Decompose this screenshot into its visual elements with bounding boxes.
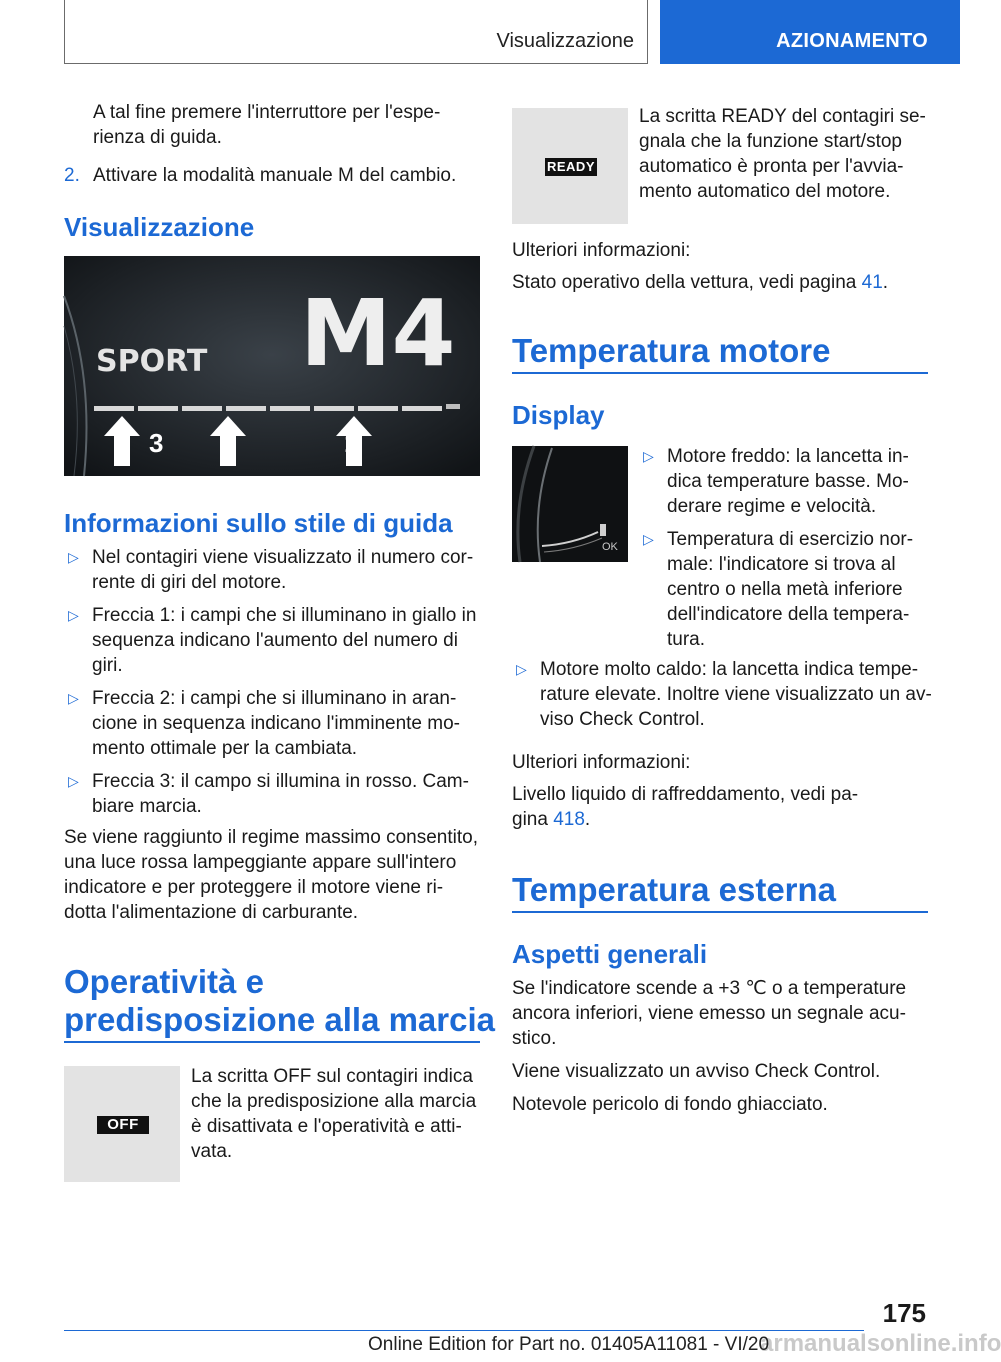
step-2-text: Attivare la modalità manuale M del cambio. (93, 165, 457, 186)
bullet-marker-icon: ▷ (643, 531, 654, 547)
ghiaccio-line: Notevole pericolo di fondo ghiacciato. (512, 1094, 828, 1115)
display-bullet-2-line-4: dell'indicatore della tempera- (667, 604, 910, 625)
ready-description (639, 104, 931, 204)
ready-badge: READY (546, 159, 595, 174)
stato-text: Stato operativo della vettura, vedi pagina (512, 272, 862, 293)
stato-line (512, 270, 932, 295)
bullet-4-line-2: biare marcia. (92, 796, 202, 817)
heading-rule (512, 372, 928, 374)
bullet-2 (64, 603, 484, 678)
ready-line-3: automatico è pronta per l'avvia- (639, 156, 904, 177)
cluster-display-image (64, 256, 480, 476)
bullet-3-line-3: mento ottimale per la cambiata. (92, 738, 358, 759)
more-info-label-2: Ulteriori informazioni: (512, 752, 691, 773)
bullet-2-line-3: giri. (92, 655, 123, 676)
display-bullet-2-line-2: male: l'indicatore si trova al (667, 554, 896, 575)
ready-indicator-image (512, 108, 628, 224)
page-number: 175 (882, 1298, 926, 1328)
bullet-marker-icon: ▷ (68, 773, 79, 789)
header-chapter-title: AZIONAMENTO (660, 0, 960, 64)
heading-display: Display (512, 400, 605, 430)
bullet-3-line-2: cione in sequenza indicano l'imminente mo- (92, 713, 460, 734)
gear-label: M4 (300, 280, 456, 387)
bullet-1 (64, 545, 484, 595)
watermark: armanualsonline.info (760, 1330, 1001, 1357)
display-bullet-3-line-1: Motore molto caldo: la lancetta indica tempe- (540, 659, 919, 680)
off-indicator-image (64, 1066, 180, 1182)
para-line-2: una luce rossa lampeggiante appare sull'intero (64, 852, 457, 873)
intro-line-2: rienza di guida. (93, 127, 222, 148)
edition-label: Online Edition for Part no. 01405A11081 - VI/20 (368, 1334, 770, 1355)
heading-rule (512, 911, 928, 913)
display-bullet-1-line-3: derare regime e velocità. (667, 496, 877, 517)
display-bullet-2-line-3: centro o nella metà inferiore (667, 579, 903, 600)
stato-block (512, 238, 932, 295)
off-line-2: che la predisposizione alla marcia (191, 1091, 477, 1112)
aspetti-line-1: Se l'indicatore scende a +3 ℃ o a temperature (512, 978, 907, 999)
heading-info-stile: Informazioni sullo stile di guida (64, 508, 453, 538)
arrow-label-3: 3 (149, 428, 164, 458)
bullet-3-line-1: Freccia 2: i campi che si illuminano in aran- (92, 688, 457, 709)
bullet-4-line-1: Freccia 3: il campo si illumina in rosso. Cam- (92, 771, 469, 792)
bullet-4 (64, 769, 484, 819)
more-info-label: Ulteriori informazioni: (512, 240, 691, 261)
arrow-label-2: 2 (220, 428, 235, 458)
heading-temperatura-esterna: Temperatura esterna (512, 871, 837, 908)
stato-page-link[interactable]: 41 (861, 272, 883, 293)
bullet-2-line-1: Freccia 1: i campi che si illuminano in giallo in (92, 605, 477, 626)
bullet-3 (64, 686, 484, 761)
para-line-3: indicatore e per proteggere il motore viene ri- (64, 877, 444, 898)
header-section-title: Visualizzazione (496, 30, 634, 52)
bullet-1-line-2: rente di giri del motore. (92, 572, 287, 593)
arrow-label-1: 1 (344, 428, 359, 458)
display-bullet-1-line-2: dica temperature basse. Mo- (667, 471, 909, 492)
para-line-4: dotta l'alimentazione di carburante. (64, 902, 359, 923)
mode-label: SPORT (96, 344, 208, 379)
bullet-1-line-1: Nel contagiri viene visualizzato il numero cor- (92, 547, 474, 568)
heading-operativita-line-2: predisposizione alla marcia (64, 1001, 495, 1038)
display-bullet-3-line-2: rature elevate. Inoltre viene visualizzato un av- (540, 684, 932, 705)
off-line-4: vata. (191, 1141, 233, 1162)
off-line-3: è disattivata e l'operatività e atti- (191, 1116, 462, 1137)
stato-suffix: . (882, 272, 889, 293)
off-description (191, 1064, 481, 1164)
ready-line-1: La scritta READY del contagiri se- (639, 106, 926, 127)
display-bullet-2 (639, 527, 931, 652)
step-2-number: 2. (64, 165, 80, 186)
heading-operativita (64, 963, 495, 1039)
check-control-line: Viene visualizzato un avviso Check Control. (512, 1061, 881, 1082)
temperature-gauge-image (512, 446, 628, 562)
off-badge: OFF (97, 1116, 149, 1134)
heading-rule (64, 1041, 480, 1043)
bullet-2-line-2: sequenza indicano l'aumento del numero di (92, 630, 458, 651)
intro-line-1: A tal fine premere l'interruttore per l'espe- (93, 102, 441, 123)
display-bullet-2-line-5: tura. (667, 629, 706, 650)
aspetti-block (512, 976, 936, 1117)
heading-aspetti-generali: Aspetti generali (512, 939, 708, 969)
display-bullet-2-line-1: Temperatura di esercizio nor- (667, 529, 914, 550)
bullet-marker-icon: ▷ (643, 448, 654, 464)
gauge-ok-label: OK (602, 541, 618, 553)
livello-line-1: Livello liquido di raffreddamento, vedi pa- (512, 784, 859, 805)
step-2 (64, 163, 480, 188)
heading-operativita-line-1: Operatività e (64, 963, 264, 1000)
left-column (64, 100, 480, 188)
ready-line-4: mento automatico del motore. (639, 181, 891, 202)
bullet-marker-icon: ▷ (516, 661, 527, 677)
aspetti-line-2: ancora inferiori, viene emesso un segnale acu- (512, 1003, 906, 1024)
livello-prefix: gina (512, 809, 554, 830)
bullet-marker-icon: ▷ (68, 690, 79, 706)
footer-rule (64, 1330, 864, 1331)
ready-line-2: gnala che la funzione start/stop (639, 131, 903, 152)
livello-suffix: . (584, 809, 591, 830)
livello-line-2 (512, 807, 936, 832)
display-bullet-3-block (512, 657, 936, 832)
aspetti-line-3: stico. (512, 1028, 557, 1049)
off-line-1: La scritta OFF sul contagiri indica (191, 1066, 473, 1087)
livello-page-link[interactable]: 418 (553, 809, 585, 830)
para-line-1: Se viene raggiunto il regime massimo consentito, (64, 827, 478, 848)
display-bullet-3 (512, 657, 936, 732)
display-bullets-short (639, 444, 931, 652)
info-bullets (64, 545, 484, 925)
bullet-marker-icon: ▷ (68, 549, 79, 565)
display-bullet-3-line-3: viso Check Control. (540, 709, 705, 730)
display-bullet-1 (639, 444, 931, 519)
heading-visualizzazione: Visualizzazione (64, 212, 255, 242)
heading-temperatura-motore: Temperatura motore (512, 332, 831, 369)
display-bullet-1-line-1: Motore freddo: la lancetta in- (667, 446, 909, 467)
bullet-marker-icon: ▷ (68, 607, 79, 623)
